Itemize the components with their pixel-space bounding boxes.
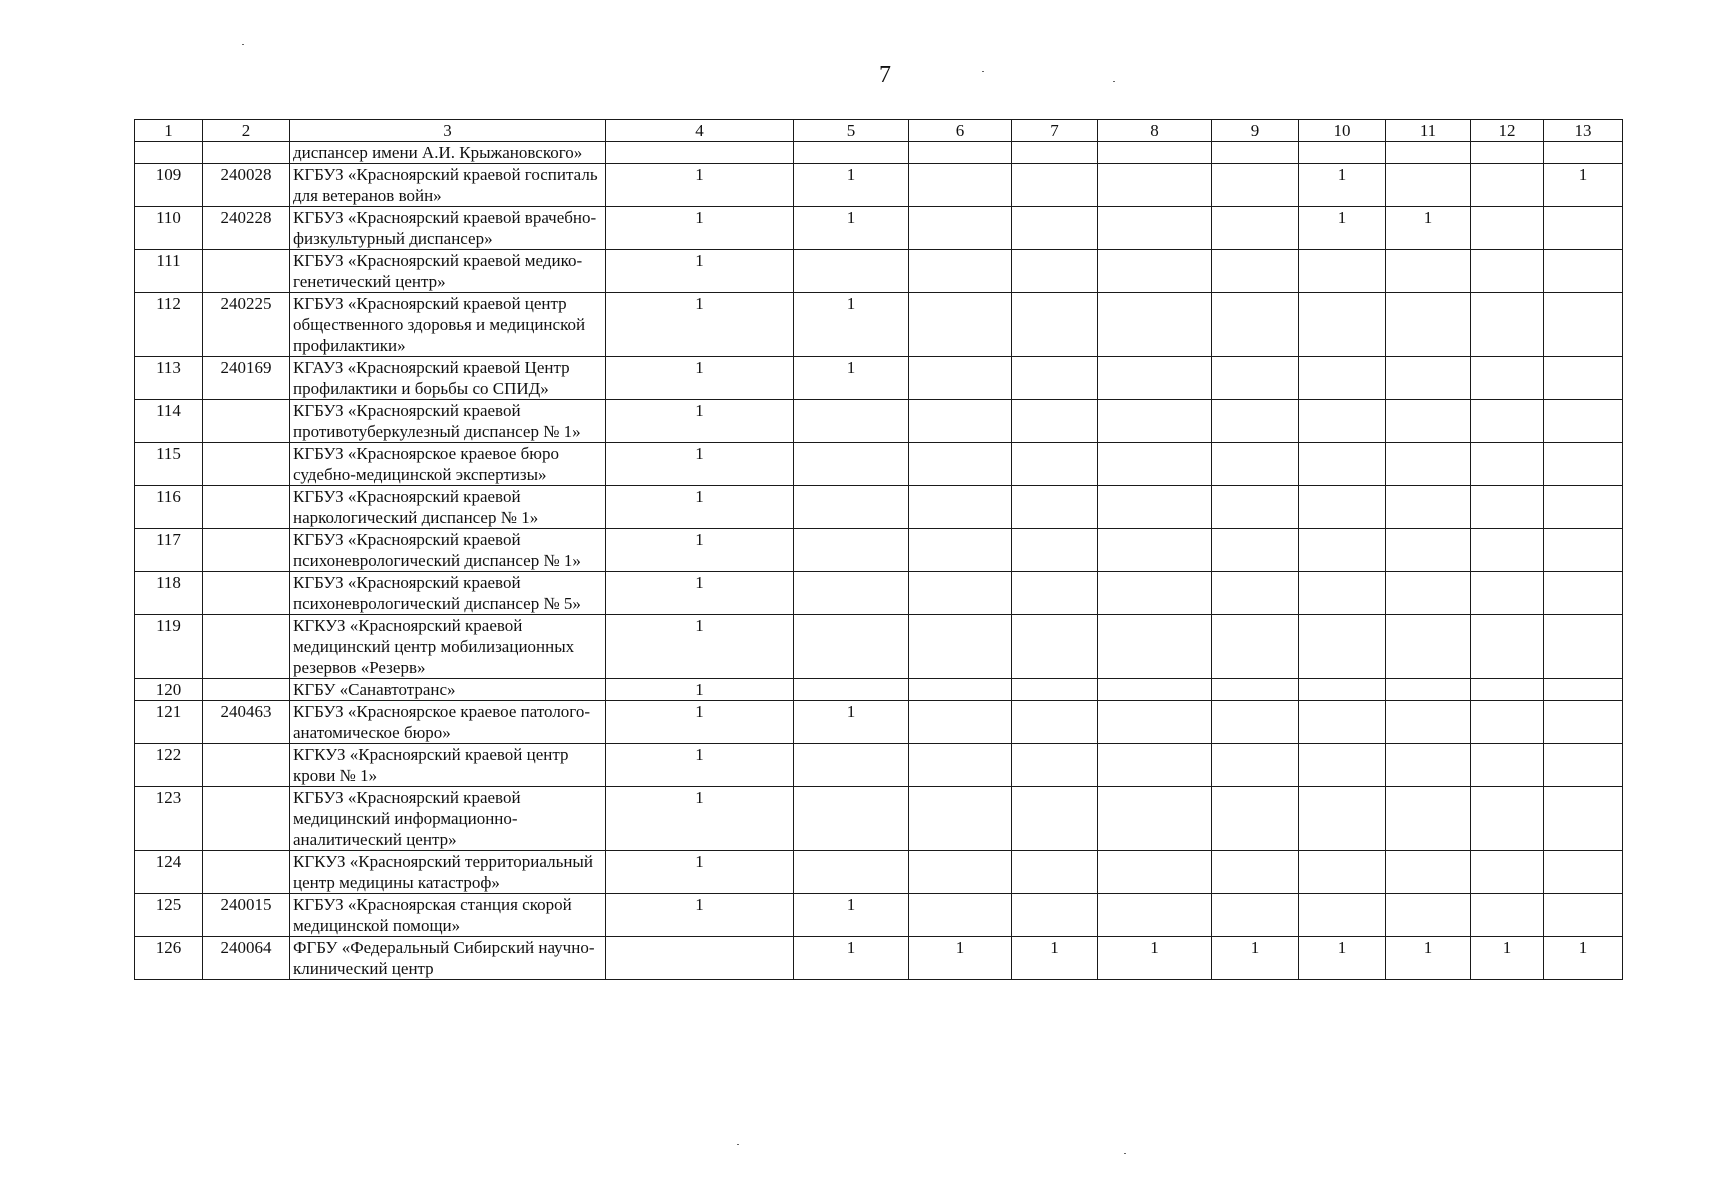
column-7-cell <box>1012 894 1098 937</box>
column-13-cell: 1 <box>1544 937 1623 980</box>
column-8-cell <box>1098 293 1212 357</box>
organization-name-cell: КГБУЗ «Красноярский краевой психоневрологический диспансер № 1» <box>290 529 606 572</box>
column-10-cell: 1 <box>1299 164 1386 207</box>
column-5-cell <box>794 142 909 164</box>
column-12-cell <box>1471 894 1544 937</box>
column-11-cell <box>1386 701 1471 744</box>
column-11-cell: 1 <box>1386 207 1471 250</box>
organization-name-cell: КГКУЗ «Красноярский краевой центр крови № 1» <box>290 744 606 787</box>
column-12-cell: 1 <box>1471 937 1544 980</box>
column-11-cell <box>1386 293 1471 357</box>
column-8-cell <box>1098 142 1212 164</box>
row-number-cell: 125 <box>135 894 203 937</box>
table-row <box>135 207 1623 250</box>
table-row <box>135 787 1623 851</box>
column-11-cell <box>1386 615 1471 679</box>
column-11-cell <box>1386 851 1471 894</box>
organization-name-cell: КГБУЗ «Красноярский краевой медицинский информационно-аналитический центр» <box>290 787 606 851</box>
column-6-cell <box>909 615 1012 679</box>
table-row <box>135 894 1623 937</box>
column-9-cell <box>1212 572 1299 615</box>
column-4-cell: 1 <box>606 787 794 851</box>
column-number-header: 1 <box>135 120 203 142</box>
organization-name-cell: КГБУЗ «Красноярская станция скорой медицинской помощи» <box>290 894 606 937</box>
column-6-cell <box>909 894 1012 937</box>
organization-name-cell: КГБУЗ «Красноярский краевой центр общественного здоровья и медицинской профилактики» <box>290 293 606 357</box>
row-number-cell: 114 <box>135 400 203 443</box>
column-10-cell <box>1299 572 1386 615</box>
organization-name-cell: КГБУЗ «Красноярский краевой медико-генетический центр» <box>290 250 606 293</box>
code-cell <box>203 250 290 293</box>
column-11-cell <box>1386 400 1471 443</box>
column-8-cell <box>1098 701 1212 744</box>
column-5-cell <box>794 572 909 615</box>
column-12-cell <box>1471 250 1544 293</box>
code-cell: 240028 <box>203 164 290 207</box>
code-cell <box>203 400 290 443</box>
column-13-cell <box>1544 615 1623 679</box>
column-8-cell <box>1098 894 1212 937</box>
column-6-cell <box>909 357 1012 400</box>
column-7-cell <box>1012 357 1098 400</box>
column-10-cell <box>1299 357 1386 400</box>
column-6-cell <box>909 486 1012 529</box>
row-number-cell: 110 <box>135 207 203 250</box>
column-5-cell: 1 <box>794 293 909 357</box>
column-6-cell <box>909 851 1012 894</box>
column-12-cell <box>1471 615 1544 679</box>
column-12-cell <box>1471 572 1544 615</box>
column-7-cell <box>1012 250 1098 293</box>
header-row <box>135 120 1623 142</box>
organization-name-cell: ФГБУ «Федеральный Сибирский научно-клинический центр <box>290 937 606 980</box>
column-13-cell <box>1544 529 1623 572</box>
column-4-cell <box>606 142 794 164</box>
column-13-cell <box>1544 207 1623 250</box>
column-5-cell <box>794 679 909 701</box>
column-12-cell <box>1471 164 1544 207</box>
column-6-cell <box>909 400 1012 443</box>
organization-name-cell: КГБУ «Санавтотранс» <box>290 679 606 701</box>
column-9-cell <box>1212 164 1299 207</box>
column-12-cell <box>1471 529 1544 572</box>
column-6-cell: 1 <box>909 937 1012 980</box>
column-5-cell: 1 <box>794 894 909 937</box>
column-number-header: 10 <box>1299 120 1386 142</box>
column-13-cell <box>1544 142 1623 164</box>
code-cell <box>203 787 290 851</box>
column-8-cell <box>1098 357 1212 400</box>
code-cell <box>203 572 290 615</box>
organization-name-cell: КГБУЗ «Красноярский краевой госпиталь для ветеранов войн» <box>290 164 606 207</box>
column-number-header: 9 <box>1212 120 1299 142</box>
column-5-cell: 1 <box>794 164 909 207</box>
column-8-cell <box>1098 250 1212 293</box>
column-4-cell: 1 <box>606 894 794 937</box>
column-12-cell <box>1471 701 1544 744</box>
column-7-cell <box>1012 400 1098 443</box>
column-11-cell <box>1386 529 1471 572</box>
column-11-cell <box>1386 787 1471 851</box>
column-12-cell <box>1471 851 1544 894</box>
column-11-cell <box>1386 486 1471 529</box>
column-11-cell: 1 <box>1386 937 1471 980</box>
code-cell: 240225 <box>203 293 290 357</box>
column-8-cell <box>1098 486 1212 529</box>
column-5-cell <box>794 744 909 787</box>
column-12-cell <box>1471 293 1544 357</box>
column-12-cell <box>1471 443 1544 486</box>
column-10-cell <box>1299 486 1386 529</box>
column-10-cell <box>1299 142 1386 164</box>
column-4-cell: 1 <box>606 400 794 443</box>
column-10-cell <box>1299 443 1386 486</box>
column-12-cell <box>1471 787 1544 851</box>
row-number-cell: 121 <box>135 701 203 744</box>
column-12-cell <box>1471 744 1544 787</box>
code-cell <box>203 142 290 164</box>
code-cell <box>203 486 290 529</box>
column-5-cell <box>794 615 909 679</box>
column-6-cell <box>909 572 1012 615</box>
column-11-cell <box>1386 679 1471 701</box>
column-9-cell <box>1212 744 1299 787</box>
organization-name-cell: КГАУЗ «Красноярский краевой Центр профилактики и борьбы со СПИД» <box>290 357 606 400</box>
column-8-cell <box>1098 615 1212 679</box>
scan-speck <box>737 1144 739 1145</box>
column-4-cell: 1 <box>606 615 794 679</box>
row-number-cell: 109 <box>135 164 203 207</box>
column-9-cell <box>1212 250 1299 293</box>
column-10-cell <box>1299 293 1386 357</box>
column-5-cell <box>794 787 909 851</box>
column-13-cell <box>1544 400 1623 443</box>
column-12-cell <box>1471 400 1544 443</box>
column-8-cell <box>1098 572 1212 615</box>
code-cell: 240169 <box>203 357 290 400</box>
column-4-cell: 1 <box>606 572 794 615</box>
column-9-cell <box>1212 679 1299 701</box>
column-7-cell <box>1012 443 1098 486</box>
column-6-cell <box>909 142 1012 164</box>
column-4-cell: 1 <box>606 529 794 572</box>
column-13-cell <box>1544 787 1623 851</box>
column-13-cell <box>1544 701 1623 744</box>
code-cell <box>203 529 290 572</box>
row-number-cell: 126 <box>135 937 203 980</box>
code-cell: 240463 <box>203 701 290 744</box>
row-number-cell: 115 <box>135 443 203 486</box>
column-10-cell <box>1299 250 1386 293</box>
table-row <box>135 142 1623 164</box>
column-12-cell <box>1471 207 1544 250</box>
column-4-cell: 1 <box>606 744 794 787</box>
row-number-cell: 120 <box>135 679 203 701</box>
column-number-header: 3 <box>290 120 606 142</box>
column-4-cell <box>606 937 794 980</box>
code-cell: 240015 <box>203 894 290 937</box>
column-9-cell <box>1212 293 1299 357</box>
table-row <box>135 486 1623 529</box>
organization-name-cell: КГКУЗ «Красноярский территориальный центр медицины катастроф» <box>290 851 606 894</box>
column-13-cell: 1 <box>1544 164 1623 207</box>
column-12-cell <box>1471 357 1544 400</box>
code-cell <box>203 744 290 787</box>
column-10-cell <box>1299 744 1386 787</box>
column-4-cell: 1 <box>606 293 794 357</box>
column-4-cell: 1 <box>606 207 794 250</box>
table-row <box>135 851 1623 894</box>
table-row <box>135 357 1623 400</box>
column-8-cell: 1 <box>1098 937 1212 980</box>
column-7-cell <box>1012 701 1098 744</box>
table-row <box>135 529 1623 572</box>
table-row <box>135 400 1623 443</box>
column-9-cell <box>1212 787 1299 851</box>
column-9-cell: 1 <box>1212 937 1299 980</box>
column-8-cell <box>1098 207 1212 250</box>
column-7-cell <box>1012 486 1098 529</box>
organization-name-cell: КГБУЗ «Красноярский краевой врачебно-физкультурный диспансер» <box>290 207 606 250</box>
column-12-cell <box>1471 486 1544 529</box>
column-11-cell <box>1386 250 1471 293</box>
column-10-cell <box>1299 679 1386 701</box>
column-8-cell <box>1098 164 1212 207</box>
column-4-cell: 1 <box>606 851 794 894</box>
column-4-cell: 1 <box>606 701 794 744</box>
column-10-cell <box>1299 529 1386 572</box>
code-cell <box>203 615 290 679</box>
column-6-cell <box>909 529 1012 572</box>
row-number-cell: 119 <box>135 615 203 679</box>
column-8-cell <box>1098 787 1212 851</box>
row-number-cell: 112 <box>135 293 203 357</box>
code-cell <box>203 443 290 486</box>
column-4-cell: 1 <box>606 250 794 293</box>
column-6-cell <box>909 679 1012 701</box>
column-9-cell <box>1212 207 1299 250</box>
column-9-cell <box>1212 486 1299 529</box>
column-11-cell <box>1386 744 1471 787</box>
column-5-cell: 1 <box>794 207 909 250</box>
column-7-cell <box>1012 207 1098 250</box>
column-9-cell <box>1212 142 1299 164</box>
column-9-cell <box>1212 443 1299 486</box>
column-5-cell <box>794 529 909 572</box>
table-row <box>135 744 1623 787</box>
column-6-cell <box>909 207 1012 250</box>
column-5-cell: 1 <box>794 937 909 980</box>
column-number-header: 13 <box>1544 120 1623 142</box>
organization-name-cell: КГБУЗ «Красноярское краевое патолого-анатомическое бюро» <box>290 701 606 744</box>
column-number-header: 12 <box>1471 120 1544 142</box>
column-7-cell <box>1012 529 1098 572</box>
organization-name-cell: КГКУЗ «Красноярский краевой медицинский центр мобилизационных резервов «Резерв» <box>290 615 606 679</box>
column-number-header: 7 <box>1012 120 1098 142</box>
column-9-cell <box>1212 701 1299 744</box>
organization-name-cell: КГБУЗ «Красноярский краевой наркологический диспансер № 1» <box>290 486 606 529</box>
column-5-cell: 1 <box>794 357 909 400</box>
column-9-cell <box>1212 615 1299 679</box>
table-row <box>135 164 1623 207</box>
column-11-cell <box>1386 894 1471 937</box>
organization-name-cell: КГБУЗ «Красноярский краевой психоневрологический диспансер № 5» <box>290 572 606 615</box>
row-number-cell: 122 <box>135 744 203 787</box>
code-cell <box>203 851 290 894</box>
column-13-cell <box>1544 572 1623 615</box>
column-7-cell: 1 <box>1012 937 1098 980</box>
column-4-cell: 1 <box>606 443 794 486</box>
column-9-cell <box>1212 357 1299 400</box>
column-6-cell <box>909 443 1012 486</box>
column-5-cell <box>794 486 909 529</box>
column-7-cell <box>1012 679 1098 701</box>
organization-name-cell: КГБУЗ «Красноярский краевой противотуберкулезный диспансер № 1» <box>290 400 606 443</box>
table-row <box>135 572 1623 615</box>
row-number-cell: 123 <box>135 787 203 851</box>
column-8-cell <box>1098 851 1212 894</box>
column-11-cell <box>1386 164 1471 207</box>
column-10-cell <box>1299 851 1386 894</box>
row-number-cell: 124 <box>135 851 203 894</box>
row-number-cell: 117 <box>135 529 203 572</box>
page-number: 7 <box>879 62 891 88</box>
column-11-cell <box>1386 357 1471 400</box>
organization-name-cell: КГБУЗ «Красноярское краевое бюро судебно-медицинской экспертизы» <box>290 443 606 486</box>
column-8-cell <box>1098 400 1212 443</box>
column-8-cell <box>1098 529 1212 572</box>
column-number-header: 11 <box>1386 120 1471 142</box>
column-13-cell <box>1544 894 1623 937</box>
column-10-cell <box>1299 894 1386 937</box>
column-7-cell <box>1012 142 1098 164</box>
column-6-cell <box>909 250 1012 293</box>
column-10-cell: 1 <box>1299 937 1386 980</box>
column-6-cell <box>909 164 1012 207</box>
row-number-cell <box>135 142 203 164</box>
column-13-cell <box>1544 679 1623 701</box>
column-8-cell <box>1098 443 1212 486</box>
column-12-cell <box>1471 679 1544 701</box>
column-13-cell <box>1544 486 1623 529</box>
table-row <box>135 615 1623 679</box>
table-row <box>135 679 1623 701</box>
column-7-cell <box>1012 293 1098 357</box>
table-row <box>135 937 1623 980</box>
column-7-cell <box>1012 572 1098 615</box>
column-4-cell: 1 <box>606 679 794 701</box>
column-5-cell <box>794 851 909 894</box>
scan-speck <box>242 44 244 45</box>
data-table <box>134 119 1623 980</box>
column-10-cell <box>1299 701 1386 744</box>
table-row <box>135 250 1623 293</box>
code-cell: 240228 <box>203 207 290 250</box>
column-13-cell <box>1544 443 1623 486</box>
table-row <box>135 701 1623 744</box>
column-5-cell <box>794 400 909 443</box>
column-5-cell <box>794 443 909 486</box>
column-9-cell <box>1212 400 1299 443</box>
table-row <box>135 443 1623 486</box>
row-number-cell: 113 <box>135 357 203 400</box>
column-6-cell <box>909 744 1012 787</box>
column-11-cell <box>1386 142 1471 164</box>
column-10-cell: 1 <box>1299 207 1386 250</box>
column-9-cell <box>1212 529 1299 572</box>
column-9-cell <box>1212 851 1299 894</box>
table-row <box>135 293 1623 357</box>
column-6-cell <box>909 787 1012 851</box>
column-7-cell <box>1012 787 1098 851</box>
column-13-cell <box>1544 357 1623 400</box>
column-number-header: 6 <box>909 120 1012 142</box>
column-number-header: 2 <box>203 120 290 142</box>
row-number-cell: 111 <box>135 250 203 293</box>
column-10-cell <box>1299 400 1386 443</box>
scan-speck <box>1124 1153 1126 1154</box>
row-number-cell: 116 <box>135 486 203 529</box>
column-4-cell: 1 <box>606 164 794 207</box>
column-4-cell: 1 <box>606 357 794 400</box>
column-13-cell <box>1544 744 1623 787</box>
column-5-cell: 1 <box>794 701 909 744</box>
organization-name-cell: диспансер имени А.И. Крыжановского» <box>290 142 606 164</box>
column-7-cell <box>1012 615 1098 679</box>
row-number-cell: 118 <box>135 572 203 615</box>
column-10-cell <box>1299 787 1386 851</box>
column-11-cell <box>1386 443 1471 486</box>
column-4-cell: 1 <box>606 486 794 529</box>
column-7-cell <box>1012 851 1098 894</box>
column-5-cell <box>794 250 909 293</box>
code-cell <box>203 679 290 701</box>
column-7-cell <box>1012 164 1098 207</box>
column-6-cell <box>909 701 1012 744</box>
column-number-header: 8 <box>1098 120 1212 142</box>
column-number-header: 5 <box>794 120 909 142</box>
column-8-cell <box>1098 679 1212 701</box>
column-9-cell <box>1212 894 1299 937</box>
code-cell: 240064 <box>203 937 290 980</box>
column-number-header: 4 <box>606 120 794 142</box>
column-13-cell <box>1544 851 1623 894</box>
column-8-cell <box>1098 744 1212 787</box>
column-12-cell <box>1471 142 1544 164</box>
column-13-cell <box>1544 293 1623 357</box>
column-6-cell <box>909 293 1012 357</box>
scan-speck <box>982 71 984 72</box>
column-13-cell <box>1544 250 1623 293</box>
column-10-cell <box>1299 615 1386 679</box>
scan-speck <box>1113 81 1115 82</box>
column-11-cell <box>1386 572 1471 615</box>
column-7-cell <box>1012 744 1098 787</box>
